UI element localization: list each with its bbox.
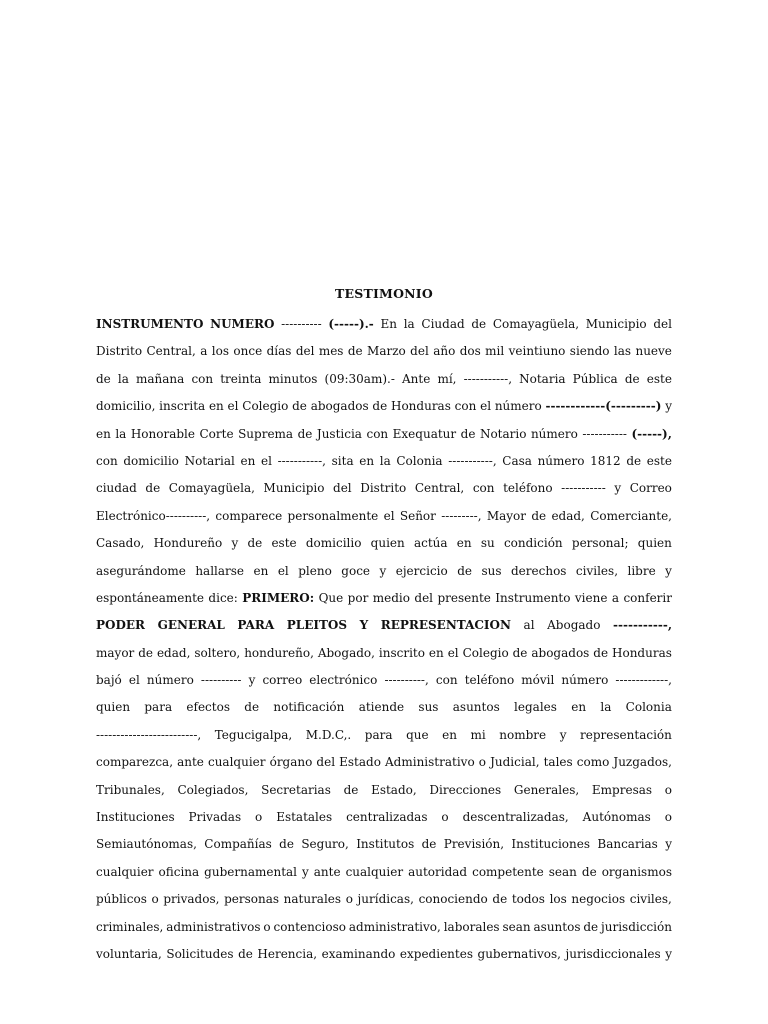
document-line: bajó el número ---------- y correo electrónico ----------, con teléfono móvil número -------------, — [96, 673, 672, 688]
document-line: públicos o privados, personas naturales o jurídicas, conociendo de todos los negocios civiles, — [96, 892, 672, 907]
document-line: -------------------------, Tegucigalpa, M.D.C,. para que en mi nombre y representación — [96, 727, 672, 742]
document-title: TESTIMONIO — [335, 286, 433, 301]
document-line: comparezca, ante cualquier órgano del Estado Administrativo o Judicial, tales como Juzgados, — [96, 755, 672, 770]
document-line: voluntaria, Solicitudes de Herencia, examinando expedientes gubernativos, jurisdiccionales y — [96, 946, 672, 961]
document-line: INSTRUMENTO NUMERO ---------- (-----).- En la Ciudad de Comayagüela, Municipio del — [96, 317, 672, 331]
document-body — [96, 312, 672, 969]
document-line: mayor de edad, soltero, hondureño, Abogado, inscrito en el Colegio de abogados de Honduras — [96, 645, 672, 660]
document-line: Tribunales, Colegiados, Secretarias de Estado, Direcciones Generales, Empresas o — [96, 782, 672, 797]
document-line: cualquier oficina gubernamental y ante cualquier autoridad competente sean de organismos — [96, 864, 672, 879]
document-line: Instituciones Privadas o Estatales centralizadas o descentralizadas, Autónomas o — [96, 810, 672, 825]
document-line: Casado, Hondureño y de este domicilio quien actúa en su condición personal; quien — [96, 536, 672, 551]
document-line: quien para efectos de notificación atiende sus asuntos legales en la Colonia — [96, 700, 672, 715]
document-line: domicilio, inscrita en el Colegio de abogados de Honduras con el número ------------(---------) y — [96, 399, 672, 414]
document-line: PODER GENERAL PARA PLEITOS Y REPRESENTACION al Abogado -----------, — [96, 618, 672, 633]
document-line: con domicilio Notarial en el -----------, sita en la Colonia -----------, Casa número 1812 de este — [96, 453, 672, 468]
document-line: Semiautónomas, Compañías de Seguro, Institutos de Previsión, Instituciones Bancarias y — [96, 837, 672, 852]
document-line: de la mañana con treinta minutos (09:30am).- Ante mí, -----------, Notaria Pública de este — [96, 371, 672, 386]
document-line: espontáneamente dice: PRIMERO: Que por medio del presente Instrumento viene a conferir — [96, 590, 672, 605]
document-line: Distrito Central, a los once días del mes de Marzo del año dos mil veintiuno siendo las nueve — [96, 344, 672, 359]
document-line: criminales, administrativos o contencioso administrativo, laborales sean asuntos de jurisdicción — [96, 919, 672, 934]
document-line: ciudad de Comayagüela, Municipio del Distrito Central, con teléfono ----------- y Correo — [96, 481, 672, 496]
document-line: asegurándome hallarse en el pleno goce y ejercicio de sus derechos civiles, libre y — [96, 563, 672, 578]
document-line: en la Honorable Corte Suprema de Justicia con Exequatur de Notario número ----------- (-----), — [96, 426, 672, 441]
document-line: Electrónico----------, comparece personalmente el Señor ---------, Mayor de edad, Comerciante, — [96, 508, 672, 523]
